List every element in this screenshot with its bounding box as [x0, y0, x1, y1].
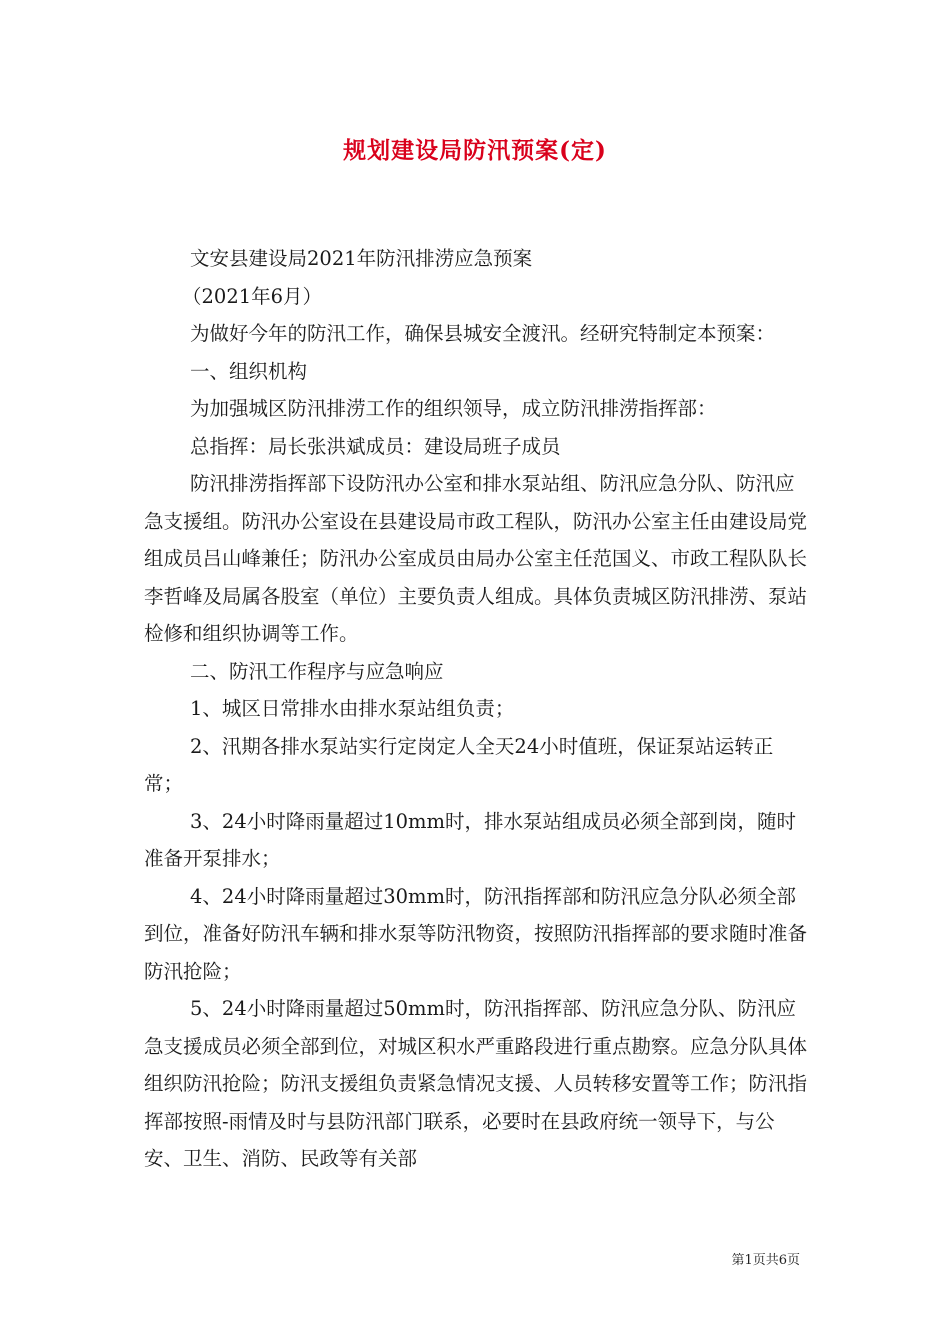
list-item-2: 2、汛期各排水泵站实行定岗定人全天24小时值班，保证泵站运转正常； [144, 734, 774, 795]
document-title: 规划建设局防汛预案(定) [343, 137, 607, 164]
section-heading-organization: 一、组织机构 [190, 359, 308, 383]
page-number: 第1页共6页 [731, 1253, 800, 1268]
paragraph-commander: 总指挥：局长张洪斌成员：建设局班子成员 [190, 434, 561, 458]
document-body [144, 240, 812, 1178]
paragraph-office-structure: 防汛排涝指挥部下设防汛办公室和排水泵站组、防汛应急分队、防汛应急支援组。防汛办公室设在县建设局市政工程队，防汛办公室主任由建设局党组成员吕山峰兼任；防汛办公室成员由局办公室主任范国义、市政工程队队长李哲峰及局属各股室（单位）主要负责人组成。具体负责城区防汛排涝、泵站检修和组织协调等工作。 [144, 472, 808, 645]
list-item-3: 3、24小时降雨量超过10mm时，排水泵站组成员必须全部到岗，随时准备开泵排水； [144, 809, 797, 870]
plan-date: （2021年6月） [182, 284, 323, 308]
paragraph-command-setup: 为加强城区防汛排涝工作的组织领导，成立防汛排涝指挥部： [190, 397, 717, 420]
paragraph-intro: 为做好今年的防汛工作，确保县城安全渡汛。经研究特制定本预案： [190, 322, 776, 345]
list-item-1: 1、城区日常排水由排水泵站组负责； [190, 697, 515, 720]
list-item-5: 5、24小时降雨量超过50mm时，防汛指挥部、防汛应急分队、防汛应急支援成员必须全部到位，对城区积水严重路段进行重点勘察。应急分队具体组织防汛抢险；防汛支援组负责紧急情况支援、人员转移安置等工作；防汛指挥部按照-雨情及时与县防汛部门联系，必要时在县政府统一领导下，与公安、卫生、消防、民政等有关部 [144, 997, 808, 1170]
plan-heading: 文安县建设局2021年防汛排涝应急预案 [190, 247, 533, 270]
section-heading-procedure: 二、防汛工作程序与应急响应 [190, 659, 444, 683]
list-item-4: 4、24小时降雨量超过30mm时，防汛指挥部和防汛应急分队必须全部到位，准备好防汛车辆和排水泵等防汛物资，按照防汛指挥部的要求随时准备防汛抢险； [144, 884, 808, 983]
